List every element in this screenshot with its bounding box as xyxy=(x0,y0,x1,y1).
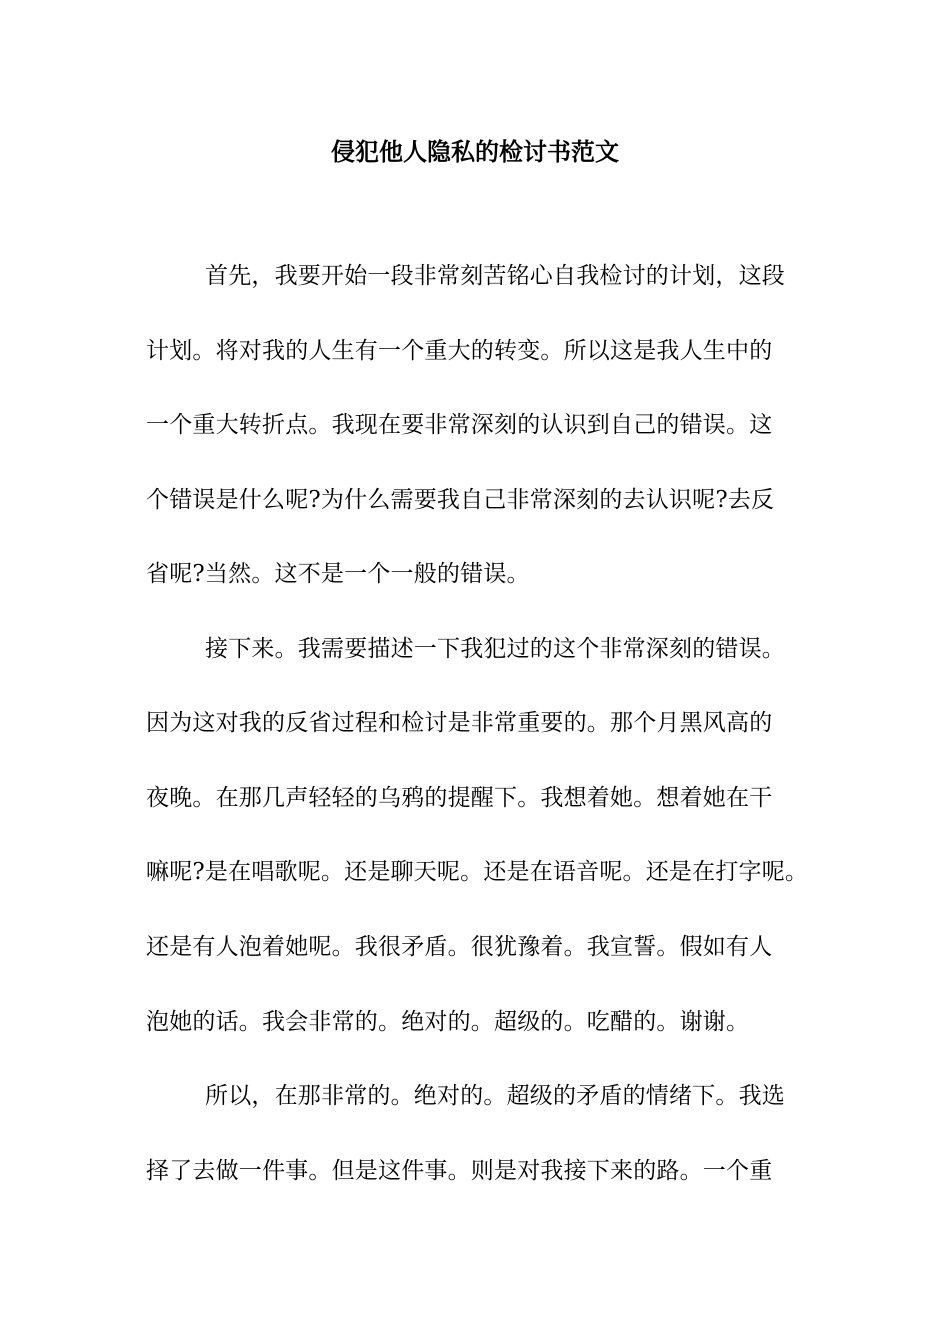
paragraph-line: 计划。将对我的人生有一个重大的转变。所以这是我人生中的 xyxy=(146,338,773,364)
paragraph-line: 夜晚。在那几声轻轻的乌鸦的提醒下。我想着她。想着她在干 xyxy=(146,785,773,811)
paragraph-line: 因为这对我的反省过程和检讨是非常重要的。那个月黑风高的 xyxy=(146,710,773,736)
paragraph-line: 省呢?当然。这不是一个一般的错误。 xyxy=(146,561,530,587)
paragraph-line: 首先，我要开始一段非常刻苦铭心自我检讨的计划，这段 xyxy=(205,263,785,289)
paragraph-line: 嘛呢?是在唱歌呢。还是聊天呢。还是在语音呢。还是在打字呢。 xyxy=(146,859,809,885)
document-title: 侵犯他人隐私的检讨书范文 xyxy=(331,137,619,166)
paragraph-line: 择了去做一件事。但是这件事。则是对我接下来的路。一个重 xyxy=(146,1158,773,1184)
paragraph-line: 个错误是什么呢?为什么需要我自己非常深刻的去认识呢?去反 xyxy=(146,487,775,513)
paragraph-line: 一个重大转折点。我现在要非常深刻的认识到自己的错误。这 xyxy=(146,412,773,438)
paragraph-line: 所以，在那非常的。绝对的。超级的矛盾的情绪下。我选 xyxy=(205,1083,785,1109)
paragraph-line: 泡她的话。我会非常的。绝对的。超级的。吃醋的。谢谢。 xyxy=(146,1009,750,1035)
paragraph-line: 还是有人泡着她呢。我很矛盾。很犹豫着。我宣誓。假如有人 xyxy=(146,934,773,960)
paragraph-line: 接下来。我需要描述一下我犯过的这个非常深刻的错误。 xyxy=(205,636,785,662)
